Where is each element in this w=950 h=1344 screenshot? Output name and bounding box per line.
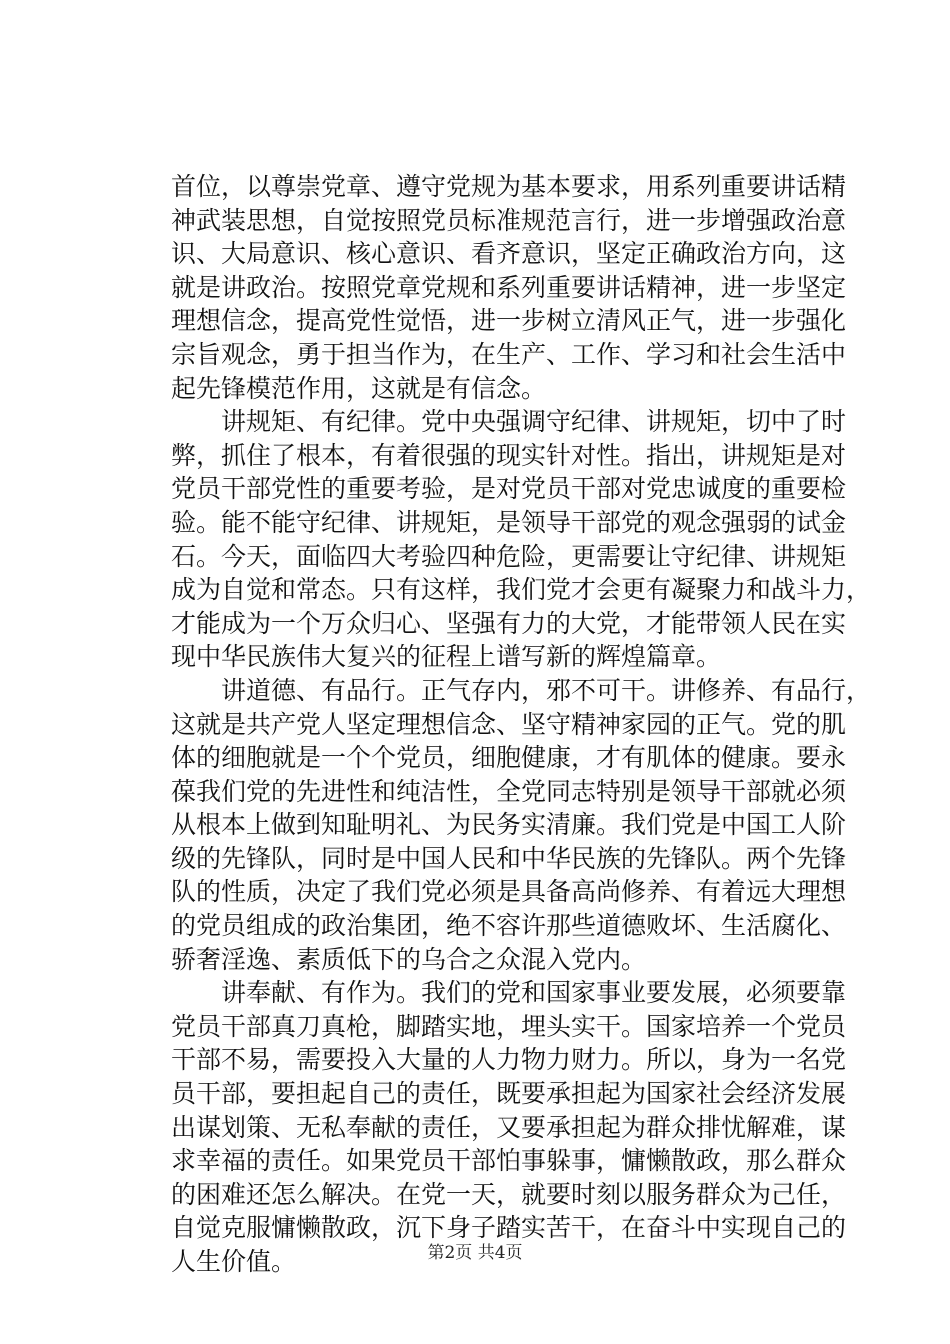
text-line: 现中华民族伟大复兴的征程上谱写新的辉煌篇章。 [171,642,722,672]
paragraph-heading-line: 讲规矩、有纪律。党中央强调守纪律、讲规矩，切中了时 [221,407,847,437]
page-number-footer: 第2页 共4页 [427,1243,523,1263]
text-line: 成为自觉和常态。只有这样，我们党才会更有凝聚力和战斗力， [171,575,872,605]
text-line: 才能成为一个万众归心、坚强有力的大党，才能带领人民在实 [171,608,847,638]
body-text [171,170,872,1279]
text-line: 石。今天，面临四大考验四种危险，更需要让守纪律、讲规矩 [171,541,847,571]
text-line: 骄奢淫逸、素质低下的乌合之众混入党内。 [171,944,647,974]
text-line: 验。能不能守纪律、讲规矩，是领导干部党的观念强弱的试金 [171,507,847,537]
text-line: 党员干部真刀真枪，脚踏实地，埋头实干。国家培养一个党员 [171,1011,847,1041]
text-line: 起先锋模范作用，这就是有信念。 [171,373,547,403]
text-line: 弊，抓住了根本，有着很强的现实针对性。指出，讲规矩是对 [171,440,847,470]
text-line: 体的细胞就是一个个党员，细胞健康，才有肌体的健康。要永 [171,743,847,773]
text-line: 首位，以尊崇党章、遵守党规为基本要求，用系列重要讲话精 [171,172,847,201]
paragraph-heading-line: 讲奉献、有作为。我们的党和国家事业要发展，必须要靠 [221,978,847,1008]
text-line: 干部不易，需要投入大量的人力物力财力。所以，身为一名党 [171,1045,847,1075]
text-line: 识、大局意识、核心意识、看齐意识，坚定正确政治方向，这 [171,239,847,269]
text-line: 的困难还怎么解决。在党一天，就要时刻以服务群众为己任， [171,1179,847,1209]
text-line: 葆我们党的先进性和纯洁性，全党同志特别是领导干部就必须 [171,776,847,806]
text-line: 党员干部党性的重要考验，是对党员干部对党忠诚度的重要检 [171,474,847,504]
text-line: 人生价值。 [171,1247,297,1276]
text-line: 宗旨观念，勇于担当作为，在生产、工作、学习和社会生活中 [171,339,847,369]
text-line: 理想信念，提高党性觉悟，进一步树立清风正气，进一步强化 [171,306,847,336]
text-line: 求幸福的责任。如果党员干部怕事躲事，慵懒散政，那么群众 [171,1146,847,1176]
text-line: 出谋划策、无私奉献的责任，又要承担起为群众排忧解难，谋 [171,1112,847,1142]
text-line: 就是讲政治。按照党章党规和系列重要讲话精神，进一步坚定 [171,272,847,302]
text-line: 的党员组成的政治集团，绝不容许那些道德败坏、生活腐化、 [171,911,847,941]
text-line: 级的先锋队，同时是中国人民和中华民族的先锋队。两个先锋 [171,843,847,873]
text-line: 员干部，要担起自己的责任，既要承担起为国家社会经济发展 [171,1079,847,1109]
text-line: 神武装思想，自觉按照党员标准规范言行，进一步增强政治意 [171,205,847,235]
paragraph-heading-line: 讲道德、有品行。正气存内，邪不可干。讲修养、有品行， [221,675,872,705]
text-line: 这就是共产党人坚定理想信念、坚守精神家园的正气。党的肌 [171,709,847,739]
text-line: 队的性质，决定了我们党必须是具备高尚修养、有着远大理想 [171,877,847,907]
text-line: 从根本上做到知耻明礼、为民务实清廉。我们党是中国工人阶 [171,810,847,840]
text-line: 自觉克服慵懒散政，沉下身子踏实苦干，在奋斗中实现自己的 [171,1213,847,1243]
